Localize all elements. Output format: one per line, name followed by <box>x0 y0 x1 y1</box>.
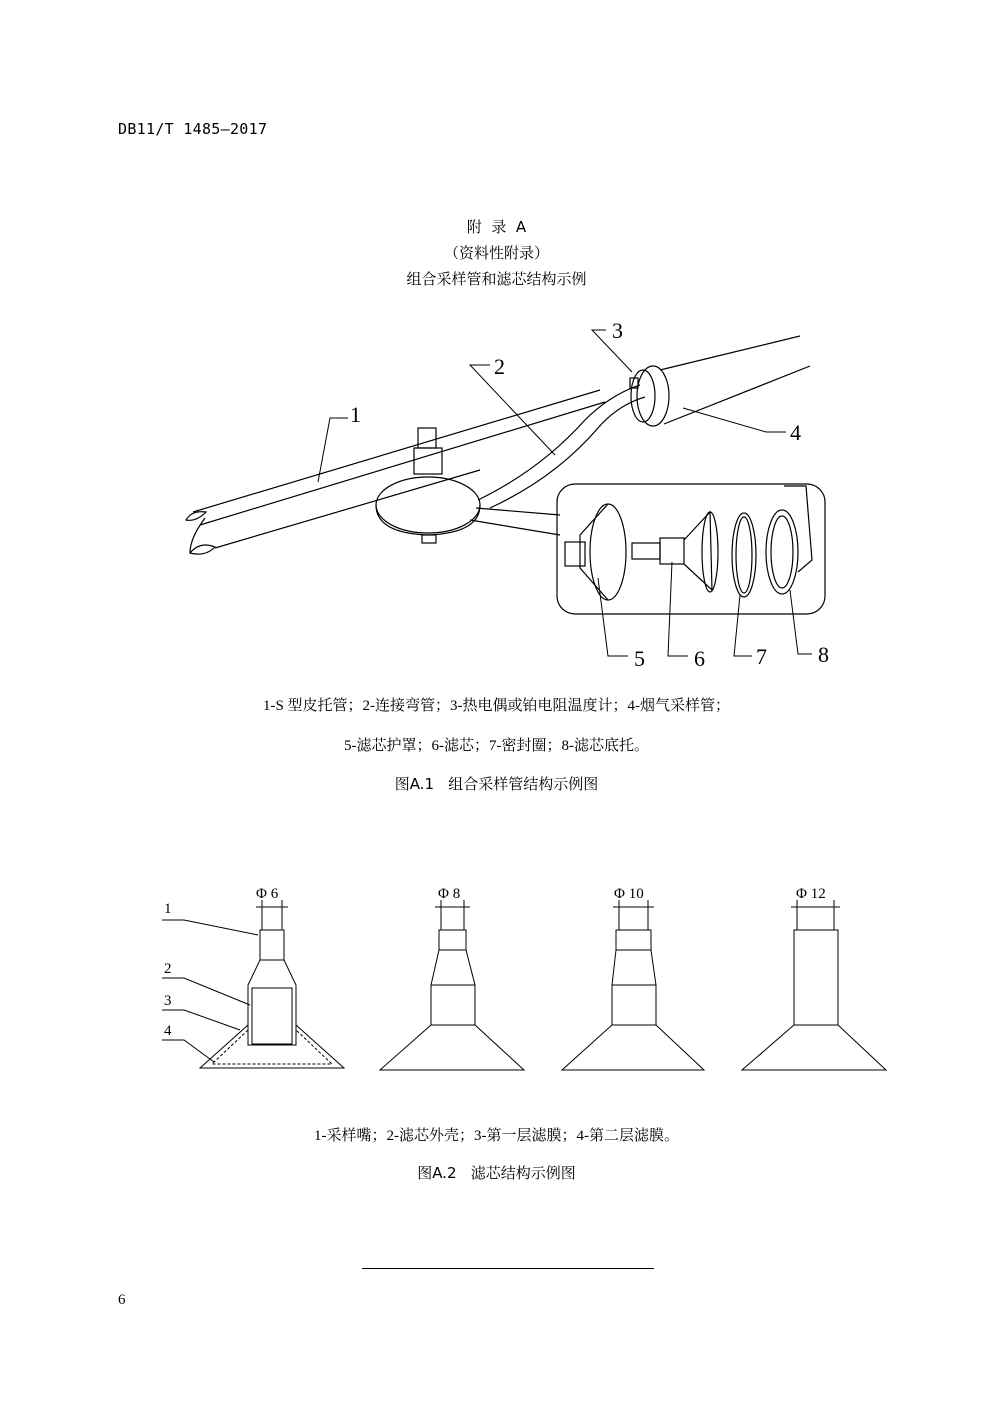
figure-a1-caption: 图A.1 组合采样管结构示例图 <box>394 775 599 793</box>
callout-3: 3 <box>612 318 623 343</box>
callout-a2-3: 3 <box>164 993 172 1009</box>
appendix-title: 附 录 A <box>466 218 527 236</box>
figure-a2-caption: 图A.2 滤芯结构示例图 <box>417 1164 576 1182</box>
appendix-type: （资料性附录） <box>443 244 549 262</box>
callout-8: 8 <box>818 642 829 667</box>
figure-a1-legend-line-2: 5-滤芯护罩；6-滤芯；7-密封圈；8-滤芯底托。 <box>344 738 649 754</box>
nozzle-phi8 <box>380 900 524 1070</box>
nozzle-phi10 <box>562 900 704 1070</box>
diameter-label-4: Φ 12 <box>796 886 826 902</box>
detail-box <box>557 484 825 614</box>
appendix-subtitle: 组合采样管和滤芯结构示例 <box>406 270 587 288</box>
nozzle-phi6 <box>200 900 344 1068</box>
callout-4: 4 <box>790 420 801 445</box>
callout-6: 6 <box>694 646 705 671</box>
page-number: 6 <box>118 1292 126 1308</box>
figure-a2-legend: 1-采样嘴；2-滤芯外壳；3-第一层滤膜；4-第二层滤膜。 <box>314 1128 679 1144</box>
diameter-label-2: Φ 8 <box>438 886 461 902</box>
figure-a2-drawing <box>0 880 993 1080</box>
nozzle-phi12 <box>742 900 886 1070</box>
callout-5: 5 <box>634 646 645 671</box>
diameter-label-3: Φ 10 <box>614 886 644 902</box>
callout-1: 1 <box>350 402 361 427</box>
figure-a1-legend-line-1: 1-S 型皮托管；2-连接弯管；3-热电偶或铂电阻温度计；4-烟气采样管； <box>262 698 731 714</box>
figure-a1-drawing <box>0 300 993 690</box>
callout-2: 2 <box>494 354 505 379</box>
callout-a2-1: 1 <box>164 901 172 917</box>
callout-7: 7 <box>756 644 767 669</box>
flange-shape <box>630 366 669 426</box>
footer-rule <box>362 1268 654 1269</box>
document-code: DB11/T 1485—2017 <box>118 120 268 138</box>
diameter-label-1: Φ 6 <box>256 886 279 902</box>
callout-a2-2: 2 <box>164 961 172 977</box>
callout-a2-4: 4 <box>164 1023 172 1039</box>
